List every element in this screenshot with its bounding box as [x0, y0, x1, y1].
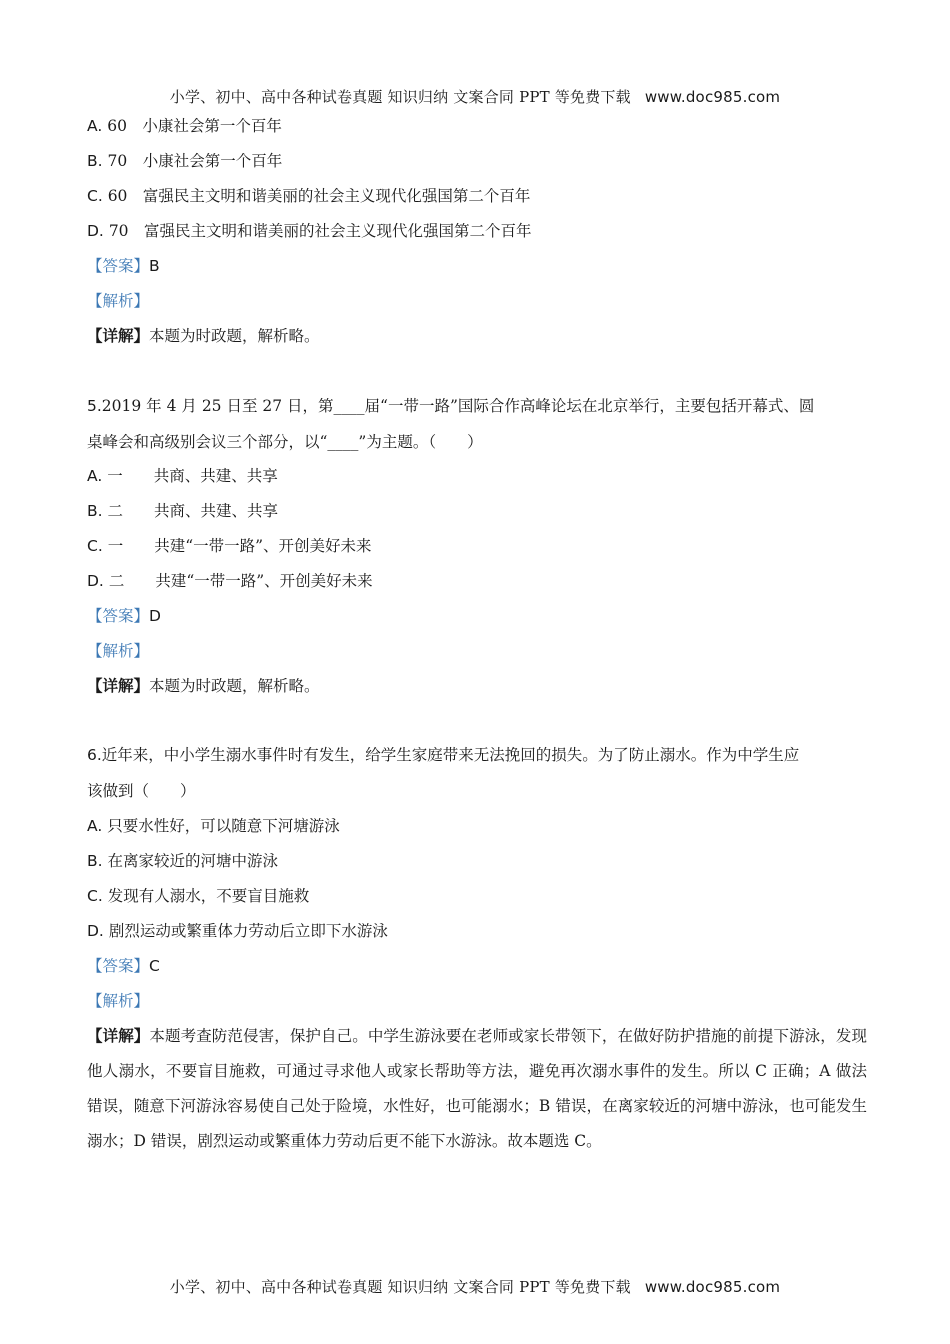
q5-analysis [87, 641, 149, 661]
q4-option-a: A. 60 小康社会第一个百年 [87, 117, 282, 135]
q4-option-d: D. 70 富强民主文明和谐美丽的社会主义现代化强国第二个百年 [87, 222, 532, 240]
detail-text: 本题为时政题，解析略。 [149, 327, 320, 345]
q4-answer [87, 256, 160, 276]
detail-tag: 【详解】 [87, 326, 150, 345]
answer-tag: 【答案】 [87, 957, 150, 975]
analysis-tag: 【解析】 [87, 642, 150, 660]
q5-option-b: B. 二 共商、共建、共享 [87, 502, 279, 520]
question-number: 5. [87, 397, 102, 415]
q5-stem-line1: 5.2019 年 4 月 25 日至 27 日，第____届“一带一路”国际合作高峰论坛在北京举行，主要包括开幕式、圆 [87, 397, 815, 415]
q6-analysis [87, 991, 149, 1011]
header-text: 小学、初中、高中各种试卷真题 知识归纳 文案合同 PPT 等免费下载 [169, 88, 631, 106]
q5-option-c: C. 一 共建“一带一路”、开创美好未来 [87, 537, 372, 555]
q6-option-c: C. 发现有人溺水，不要盲目施救 [87, 887, 310, 905]
answer-value: D [149, 607, 161, 625]
detail-text: 本题为时政题，解析略。 [149, 677, 320, 695]
q6-answer [87, 956, 160, 976]
q6-detail [87, 1018, 867, 1159]
q6-stem-line2: 该做到（ ） [87, 782, 196, 800]
q5-stem-line2: 桌峰会和高级别会议三个部分，以“____”为主题。（ ） [87, 433, 483, 451]
q6-option-a: A. 只要水性好，可以随意下河塘游泳 [87, 817, 340, 835]
analysis-tag: 【解析】 [87, 992, 150, 1010]
answer-value: B [149, 257, 160, 275]
q6-stem-line1: 6.近年来，中小学生溺水事件时有发生，给学生家庭带来无法挽回的损失。为了防止溺水。作为中学生应 [87, 746, 800, 764]
detail-tag: 【详解】 [87, 676, 150, 695]
q5-answer [87, 606, 161, 626]
page-footer [0, 1276, 950, 1297]
detail-tag: 【详解】 [87, 1026, 150, 1045]
q5-detail [87, 676, 320, 696]
question-number: 6. [87, 746, 102, 764]
answer-value: C [149, 957, 160, 975]
answer-tag: 【答案】 [87, 257, 150, 275]
q4-option-b: B. 70 小康社会第一个百年 [87, 152, 283, 170]
q6-option-d: D. 剧烈运动或繁重体力劳动后立即下水游泳 [87, 922, 388, 940]
page-header [0, 86, 950, 107]
footer-site-link[interactable]: www.doc985.com [644, 1278, 781, 1296]
q4-analysis [87, 291, 149, 311]
detail-text: 本题考查防范侵害，保护自己。中学生游泳要在老师或家长带领下，在做好防护措施的前提下游泳，发现他人溺水，不要盲目施救，可通过寻求他人或家长帮助等方法，避免再次溺水事件的发生。所以 C 正确；A 做法错误，随意下河游泳容易使自己处于险境，水性好，也可能溺水；B 错误，在离家较近的河塘中游泳，也可能发生溺水；D 错误，剧烈运动或繁重体力劳动后更不能下水游泳。故本题选 C。 [87, 1027, 867, 1150]
q4-detail [87, 326, 320, 346]
analysis-tag: 【解析】 [87, 292, 150, 310]
header-site-link[interactable]: www.doc985.com [644, 88, 781, 106]
footer-text: 小学、初中、高中各种试卷真题 知识归纳 文案合同 PPT 等免费下载 [169, 1278, 631, 1296]
q4-option-c: C. 60 富强民主文明和谐美丽的社会主义现代化强国第二个百年 [87, 187, 531, 205]
q5-option-a: A. 一 共商、共建、共享 [87, 467, 278, 485]
q5-option-d: D. 二 共建“一带一路”、开创美好未来 [87, 572, 373, 590]
q6-option-b: B. 在离家较近的河塘中游泳 [87, 852, 279, 870]
answer-tag: 【答案】 [87, 607, 150, 625]
